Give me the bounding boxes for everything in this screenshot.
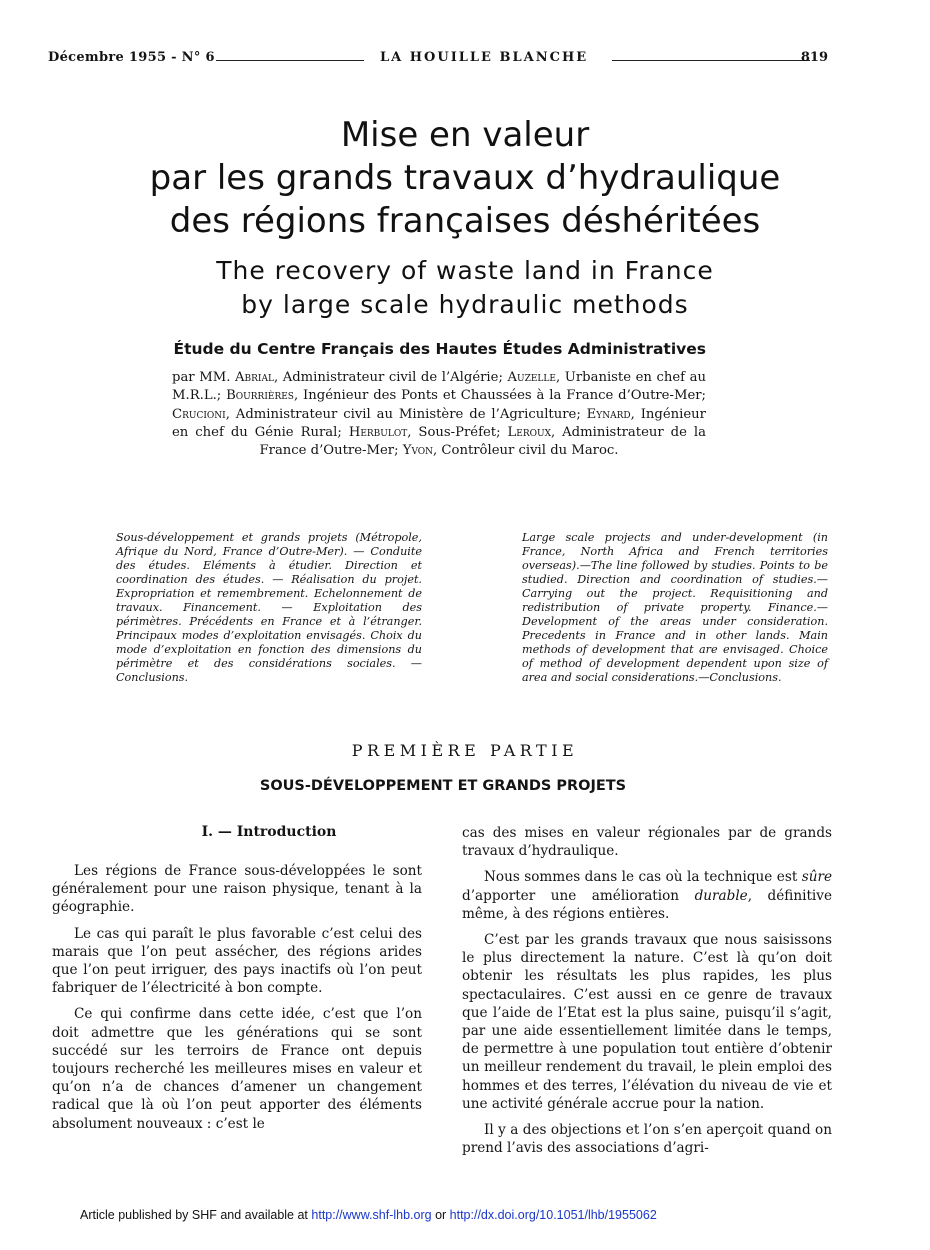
running-header (48, 50, 828, 70)
paragraph: Les régions de France sous-développées le sont généralement pour une raison physique, tenant à la géographie. (52, 863, 422, 916)
author-name: Herbulot (348, 424, 408, 440)
author-description: , Administrateur civil de l’Algérie; (273, 370, 508, 385)
paragraph: C’est par les grands travaux que nous saisissons le plus directement la nature. C’est là qu’on doit obtenir les résultats les plus rapides, les plus spectaculaires. C’est aussi en ce genre de travaux que l’aide de l’Etat est la plus saine, puisqu’il s’agit, par une aide essentiellement limitée dans le temps, de permettre à une population tout entière d’obtenir un meilleur rendement du travail, le plein emploi des hommes et des terres, l’élévation du niveau de vie et une activité générale accrue pour la nation. (462, 932, 832, 1112)
author-name: Auzelle (507, 370, 556, 385)
doi-link[interactable]: http://dx.doi.org/10.1051/lhb/1955062 (449, 1208, 657, 1222)
paragraph: Le cas qui paraît le plus favorable c’est celui des marais que l’on peut assécher, des régions arides que l’on peut irriguer, des pays inactifs où l’on peut fabriquer de l’électricité à bon compte. (52, 925, 422, 997)
text-run: d’apporter une amélioration (462, 887, 695, 904)
study-attribution: Étude du Centre Français des Hautes Études Administratives (173, 340, 706, 358)
author-name: Bourrières (226, 388, 294, 404)
header-rule-right (612, 60, 810, 61)
author-description: , Administrateur civil au Ministère de l’Agriculture; (225, 406, 587, 422)
paragraph-continuation: cas des mises en valeur régionales par de grands travaux d’hydraulique. (462, 825, 832, 860)
title-english-line-2: by large scale hydraulic methods (241, 290, 689, 319)
header-rule-left (216, 60, 364, 61)
title-french-line-3: des régions françaises déshéritées (169, 201, 761, 241)
title-english-line-1: The recovery of waste land in France (216, 256, 714, 285)
paragraph (462, 868, 832, 923)
author-description: , Ingénieur des Ponts et Chaussées à la France d’Outre-Mer; (293, 388, 706, 404)
body-column-right (462, 824, 832, 1165)
title-french-line-1: Mise en valeur (340, 115, 590, 155)
author-name: Crucioni (172, 406, 226, 422)
author-name: Yvon (402, 443, 434, 459)
paragraph: Ce qui confirme dans cette idée, c’est que l’on doit admettre que les générations qui se sont succédé sur les terroirs de France ont depuis toujours recherché les meilleures mises en valeur et qu’on n’a de chances d’amener un changement radical que là où l’on peut apporter des éléments absolument nouveaux : c’est le (52, 1006, 422, 1132)
section-heading: I. — Introduction (201, 824, 337, 840)
footer-text: or (431, 1208, 450, 1222)
author-description: , Contrôleur civil du Maroc. (433, 443, 619, 459)
shf-link[interactable]: http://www.shf-lhb.org (311, 1208, 432, 1222)
author-prefix: par MM. (172, 370, 235, 385)
paragraph: Il y a des objections et l’on s’en aperçoit quand on prend l’avis des associations d’agri- (462, 1122, 832, 1157)
part-heading: PREMIÈRE PARTIE (351, 741, 579, 760)
author-name: Eynard (586, 406, 631, 422)
part-subheading: SOUS-DÉVELOPPEMENT ET GRANDS PROJETS (259, 778, 627, 794)
emphasis: sûre (801, 869, 832, 886)
title-french-line-2: par les grands travaux d’hydraulique (149, 158, 781, 198)
author-description: , Urbaniste en chef au M.R.L.; (172, 370, 706, 404)
author-list (172, 369, 706, 460)
title-english (0, 254, 930, 322)
author-name: Abrial (234, 370, 274, 385)
body-column-left (52, 862, 422, 1141)
text-run: Nous sommes dans le cas où la technique est (484, 869, 802, 886)
page-number: 819 (800, 50, 828, 65)
footer-text: Article published by SHF and available at (80, 1208, 312, 1222)
author-description: , Administrateur de la France d’Outre-Mer; (259, 424, 706, 459)
text-run: , définitive même, à des régions entières. (462, 887, 832, 922)
author-description: , Ingénieur en chef du Génie Rural; (172, 406, 706, 440)
summary-english: Large scale projects and under-development (in France, North Africa and French territories overseas).—The line followed by studies. Points to be studied. Direction and coordination of studies.—Carrying out the project. Requisitioning and redistribution of private property. Finance.—Development of the areas under consideration. Precedents in France and in other lands. Main methods of development that are envisaged. Choice of method of development dependent upon size of area and social considerations.—Conclusions. (522, 531, 828, 684)
publication-footer (80, 1208, 657, 1222)
summary-french: Sous-développement et grands projets (Métropole, Afrique du Nord, France d’Outre-Mer). — Conduite des études. Eléments à étudier. Direction et coordination des études. — Réalisation du projet. Expropriation et remembrement. Echelonnement de travaux. Financement. — Exploitation des périmètres. Précédents en France et à l’étranger. Principaux modes d’exploitation envisagés. Choix du mode d’exploitation en fonction des dimensions du périmètre et des considérations sociales. — Conclusions. (116, 531, 422, 684)
emphasis: durable (694, 887, 748, 904)
author-description: , Sous-Préfet; (407, 424, 508, 440)
issue-label: Décembre 1955 - N° 6 (48, 50, 215, 65)
author-name: Leroux (507, 424, 551, 440)
title-french (0, 114, 930, 243)
journal-name: LA HOUILLE BLANCHE (380, 50, 589, 65)
